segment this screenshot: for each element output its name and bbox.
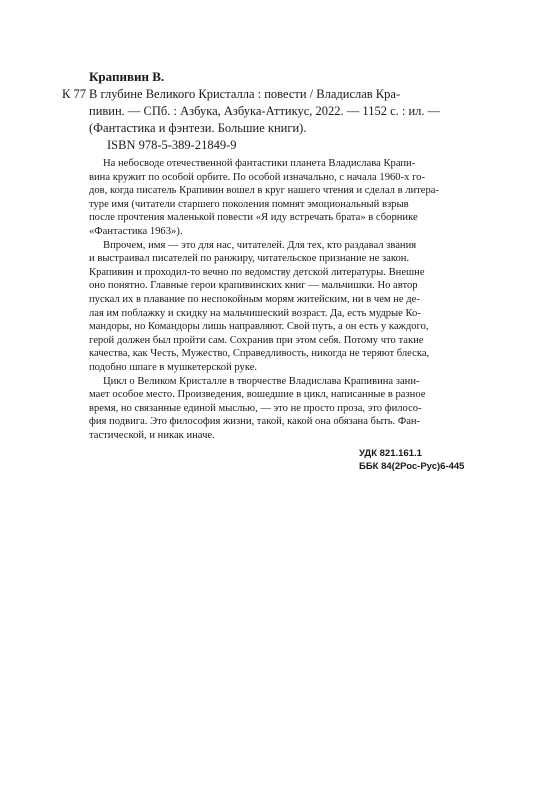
biblio-line: (Фантастика и фэнтези. Большие книги). <box>89 121 307 135</box>
biblio-line: В глубине Великого Кристалла : повести / Владислав Кра- <box>89 87 401 101</box>
text-line: «Фантастика 1963»). <box>89 225 183 237</box>
call-code: К 77 <box>62 87 86 101</box>
annotation-paragraph-1 <box>89 157 474 239</box>
text-line: На небосводе отечественной фантастики планета Владислава Крапи- <box>103 158 416 169</box>
text-line: оно понятно. Главные герои крапивинских книг — мальчишки. Но автор <box>89 280 418 292</box>
isbn-line: ISBN 978-5-389-21849-9 <box>107 138 237 152</box>
text-line: туре имя (читатели старшего поколения помнят эмоциональный взрыв <box>89 198 409 210</box>
text-line: тастической, и никак иначе. <box>89 429 215 441</box>
classification-codes <box>359 448 464 473</box>
biblio-line: пивин. — СПб. : Азбука, Азбука-Аттикус, 2022. — 1152 с. : ил. — <box>89 104 441 118</box>
text-line: лая им поблажку и скидку на мальчишеский возраст. Да, есть мудрые Ко- <box>89 307 421 319</box>
text-line: вина кружит по особой орбите. По особой изначально, с начала 1960-х го- <box>89 171 425 183</box>
text-line: мандоры, но Командоры лишь направляют. Свой путь, а он есть у каждого, <box>89 321 429 333</box>
annotation-paragraph-3 <box>89 375 474 443</box>
annotation <box>89 157 474 442</box>
text-line: Цикл о Великом Кристалле в творчестве Владислава Крапивина зани- <box>103 375 420 387</box>
text-line: время, но связанные единой мыслью, — это не просто проза, это филосо- <box>89 402 422 414</box>
author-heading: Крапивин В. <box>89 69 165 84</box>
text-line: Впрочем, имя — это для нас, читателей. Для тех, кто раздавал звания <box>103 239 417 251</box>
bibliographic-description <box>89 86 474 154</box>
text-line: фия подвига. Это философия жизни, такой, какой она обязана быть. Фан- <box>89 416 421 428</box>
text-line: мает особое место. Произведения, вошедшие в цикл, написанные в разное <box>89 389 426 401</box>
annotation-paragraph-2 <box>89 239 474 375</box>
udk-code: УДК 821.161.1 <box>359 448 422 459</box>
text-line: подобно шпаге в мушкетерской руке. <box>89 361 258 373</box>
text-line: и выстраивал писателей по ранжиру, читательское признание не закон. <box>89 253 410 265</box>
text-line: Крапивин и проходил-то вечно по ведомству детской литературы. Внешне <box>89 266 425 278</box>
text-line: после прочтения маленькой повести «Я иду встречать брата» в сборнике <box>89 212 418 224</box>
text-line: дов, когда писатель Крапивин вошел в круг нашего чтения и сделал в литера- <box>89 185 440 197</box>
text-line: герой должен был пройти сам. Сохранив при этом себя. Потому что такие <box>89 334 424 346</box>
text-line: качества, как Честь, Мужество, Справедливость, никогда не теряют блеска, <box>89 348 430 360</box>
text-line: пускал их в плавание по неспокойным морям житейским, ни в чем не де- <box>89 293 420 305</box>
bbk-code: ББК 84(2Рос-Рус)6-445 <box>359 460 465 472</box>
